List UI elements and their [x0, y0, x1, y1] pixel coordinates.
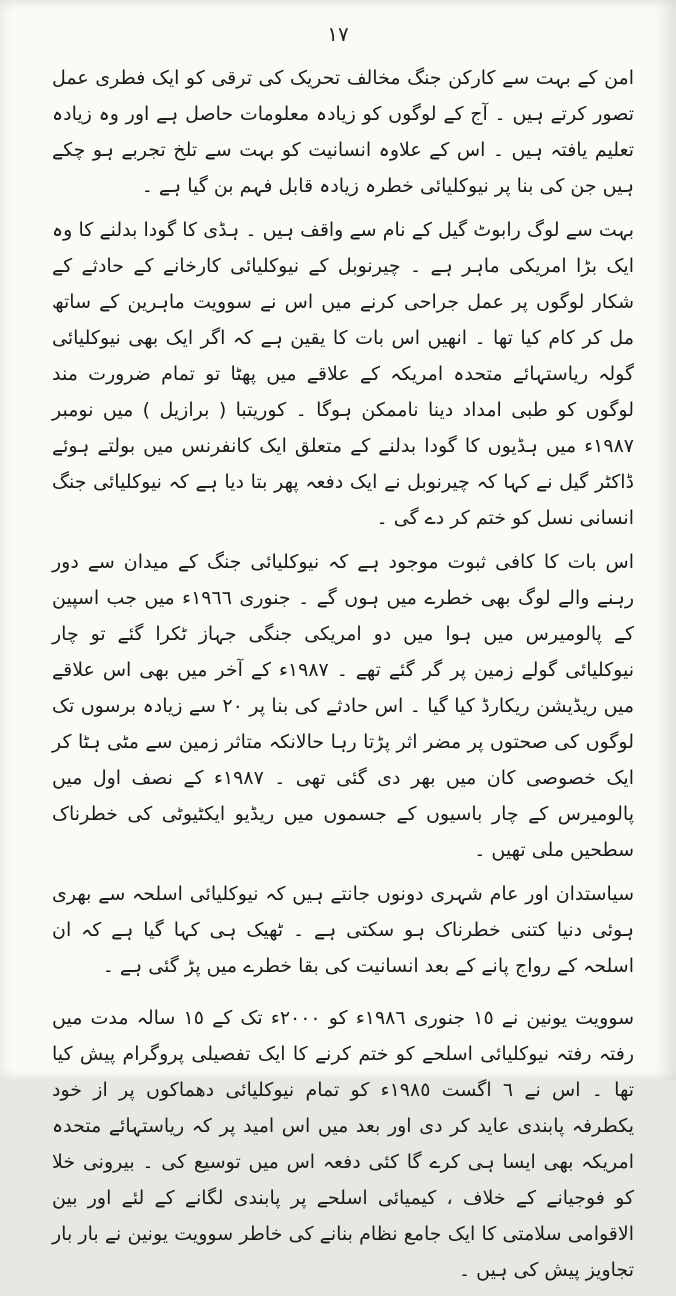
- paragraph-politicians: سیاستدان اور عام شہری دونوں جانتے ہیں کہ نیوکلیائی اسلحہ سے بھری ہوئی دنیا کتنی خطرناک ہو سکتی ہے ۔ ٹھیک ہی کہا گیا ہے کہ ان اسلحہ کے رواج پانے کے بعد انسانیت کی بقا خطرے میں پڑ گئی ہے ۔: [52, 883, 634, 977]
- page-number: ١٧: [327, 22, 349, 46]
- paragraph-soviet-proposals: سوویت یونین نے ١٥ جنوری ١٩٨٦ء کو ٢٠٠٠ء تک کے ١٥ سالہ مدت میں رفتہ رفتہ نیوکلیائی اسلحے کو ختم کرنے کا ایک تفصیلی پروگرام پیش کیا تھا ۔ اس نے ٦ اگست ١٩٨٥ء کو تمام نیوکلیائی دھماکوں پر از خود یکطرفہ پابندی عاید کر دی اور بعد میں اس امید پر کہ ریاستہائے متحدہ امریکہ بھی ایسا ہی کرے گا کئی دفعہ اس میں توسیع کی ۔ بیرونی خلا کو فوجیانے کے خلاف ، کیمیائی اسلحے پر پابندی لگانے کے لئے اور بین الاقوامی سلامتی کا ایک جامع نظام بنانے کی خاطر سوویت یونین نے بار بار تجاویز پیش کی ہیں ۔: [52, 1007, 634, 1281]
- page-body: [52, 60, 634, 1296]
- paragraph-palomares: اس بات کا کافی ثبوت موجود ہے کہ نیوکلیائی جنگ کے میدان سے دور رہنے والے لوگ بھی خطرے میں ہوں گے ۔ جنوری ١٩٦٦ء میں جب اسپین کے پالومیرس میں ہوا میں دو امریکی جنگی جہاز ٹکرا گئے تو چار نیوکلیائی گولے زمین پر گر گئے تھے ۔ ١٩٨٧ء کے آخر میں بھی اس علاقے میں ریڈیشن ریکارڈ کیا گیا ۔ اس حادثے کی بنا پر ٢٠ سے زیادہ برسوں تک لوگوں کی صحتوں پر مضر اثر پڑتا رہا حالانکہ متاثر زمین سے مٹی ہٹا کر ایک خصوصی کان میں بھر دی گئی تھی ۔ ١٩٨٧ء کے نصف اول میں پالومیرس کے چار باسیوں کے جسموں میں ریڈیو ایکٹیوٹی کی خطرناک سطحیں ملی تھیں ۔: [52, 551, 635, 861]
- paragraph-robert-gale: بہت سے لوگ رابوٹ گیل کے نام سے واقف ہیں ۔ ہڈی کا گودا بدلنے کا وہ ایک بڑا امریکی ماہر ہے ۔ چیرنوبل کے نیوکلیائی کارخانے کے حادثے کے شکار لوگوں پر عمل جراحی کرنے میں اس نے سوویت ماہرین کے ساتھ مل کر کام کیا تھا ۔ انھیں اس بات کا یقین ہے کہ اگر ایک بھی نیوکلیائی گولہ ریاستہائے متحدہ امریکہ کے علاقے میں پھٹا تو تمام ضرورت مند لوگوں کو طبی امداد دینا ناممکن ہوگا ۔ کوریتبا ( برازیل ) میں نومبر ١٩٨٧ء میں ہڈیوں کا گودا بدلنے کے متعلق ایک کانفرنس میں بولتے ہوئے ڈاکٹر گیل نے کہا کہ چیرنوبل نے ایک دفعہ پھر بتا دیا ہے کہ نیوکلیائی جنگ انسانی نسل کو ختم کر دے گی ۔: [52, 219, 634, 529]
- paragraph-peace-workers: امن کے بہت سے کارکن جنگ مخالف تحریک کی ترقی کو ایک فطری عمل تصور کرتے ہیں ۔ آج کے لوگوں کو زیادہ معلومات حاصل ہے اور وہ زیادہ تعلیم یافتہ ہیں ۔ اس کے علاوہ انسانیت کو بہت سے تلخ تجربے ہو چکے ہیں جن کی بنا پر نیوکلیائی خطرہ زیادہ قابل فہم بن گیا ہے ۔: [52, 67, 634, 197]
